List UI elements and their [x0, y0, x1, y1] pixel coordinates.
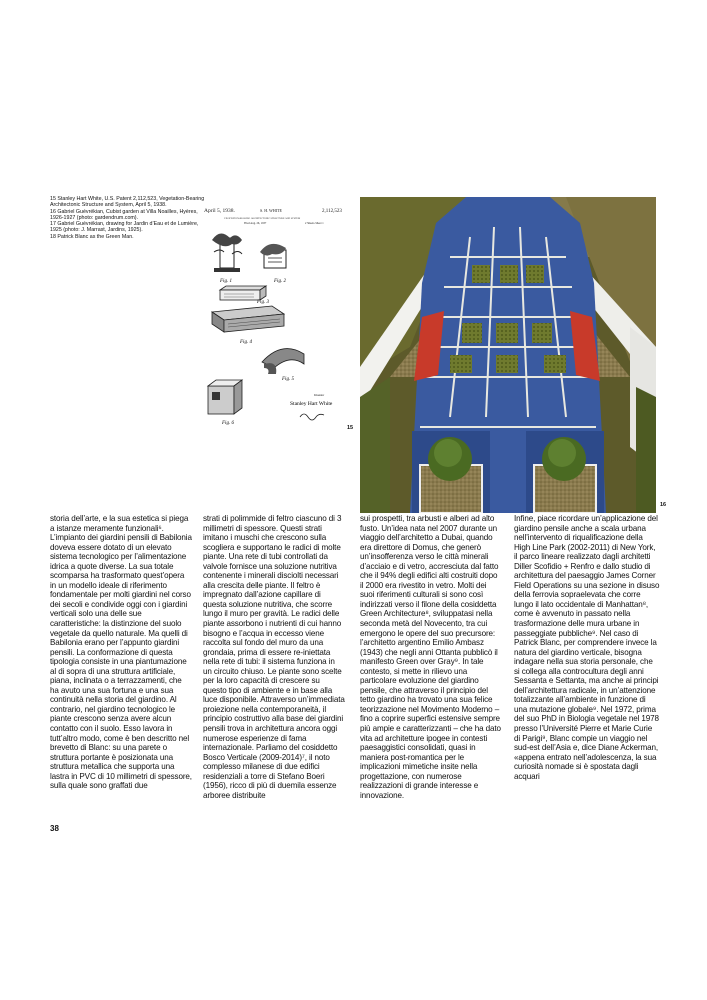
text-column-3 — [360, 514, 502, 800]
patent-signature-scribble — [300, 414, 324, 420]
patent-inventor-small: S. H. WHITE — [260, 208, 282, 213]
patent-fig6-label: Fig. 6 — [222, 421, 234, 426]
column-1-text: storia dell’arte, e la sua estetica si piega a istanze meramente funzionali⁶. L’impianto dei giardini pensili di Babilonia doveva essere dotato di un elevato sistema tecnologico per l’alimentazione idrica a quote diverse. La sua totale scomparsa ha trasformato quest’opera in un modello ideale di riferimento fondamentale per molti giardini nel corso dei secoli e condivide oggi con i giardini verticali solo una delle sue caratteristiche: la distinzione del suolo vegetale da quello naturale. Ma quelli di Babilonia erano per l’appunto giardini pensili. La conformazione di questa tipologia consiste in una piantumazione al di sopra di una struttura artificiale, piana, inclinata o a terrazzamenti, che ha avuto una sua fortuna e una sua continuità nella storia del giardino. Al contrario, nel giardino tecnologico le piante crescono senza avere alcun contatto con il suolo. Esso lavora in tutt’altro modo, come è ben descritto nel brevetto di Blanc: su una parete o struttura portante è posizionata una struttura metallica che supporta una lastra in PVC di 10 millimetri di spessore, sulla quale sono graffati due — [50, 514, 192, 791]
column-3-text: sui prospetti, tra arbusti e alberi ad alto fusto. Un’idea nata nel 2007 durante un viaggio dell’architetto a Dubai, quando era direttore di Domus, che generò un’insofferenza verso le città minerali d’acciaio e di vetro, accresciuta dal fatto che il 94% degli edifici alti costruiti dopo il 2000 era rivestito in vetro. Molti dei suoi riferimenti culturali si sono così indirizzati verso il filone della cosiddetta Green Architecture⁸, sviluppatasi nella seconda metà del Novecento, tra cui emergono le opere del suo precursore: l’architetto argentino Emilio Ambasz (1943) che negli anni Ottanta pubblicò il manifesto Green over Gray⁹. In tale contesto, si mette in rilievo una particolare evoluzione del giardino pensile, che attraverso il principio del tetto giardino ha trovato una sua felice teorizzazione nel Movimento Moderno – fino a coprire superfici estensive sempre più ampie e caratterizzanti – che ha dato vita ad architetture ipogee in contesti paesaggistici consolidati, quasi in maniera post-romantica per le implicazioni mimetiche insite nella progettazione, con numerose realizzazioni di grande interesse e innovazione. — [360, 514, 501, 800]
patent-fig4-drawing — [212, 306, 284, 332]
patent-drawing — [202, 202, 352, 430]
column-2-text: strati di polimmide di feltro ciascuno di 3 millimetri di spessore. Questi strati imitano i muschi che crescono sulla scogliera e supportano le radici di molte piante. Una rete di tubi controllati da valvole fornisce una soluzione nutritiva contenente i minerali disciolti necessari alla crescita delle piante. Il feltro è impregnato dall’azione capillare di questa soluzione nutritiva, che scorre lungo il muro per gravità. Le radici delle piante assorbono i nutrienti di cui hanno bisogno e l’acqua in eccesso viene raccolta sul fondo del muro da una grondaia, prima di essere re-iniettata nella rete di tubi: il sistema funziona in un circuito chiuso. Le piante sono scelte per la loro capacità di crescere su questo tipo di ambiente e in base alla luce disponibile. Attraverso un’immediata proiezione nella contemporaneità, il principio costruttivo alla base dei giardini pensili trova in architettura ancora oggi numerose esperienze di fama internazionale. Parliamo del cosiddetto Bosco Verticale (2009-2014)⁷, il noto complesso milanese di due edifici residenziali a torre di Stefano Boeri (1956), ricco di più di duemila essenze arboree distribuite — [203, 514, 345, 800]
patent-title: VEGETATION-BEARING ARCHITECTONIC STRUCTURE AND SYSTEM — [224, 217, 301, 220]
figure-16-label: 16 — [660, 502, 667, 508]
caption-15: 15 Stanley Hart White, U.S. Patent 2,112,523, Vegetation-Bearing Architectonic Structure and System, April 5, 1938. — [50, 196, 205, 209]
text-column-2 — [203, 514, 345, 800]
text-column-1 — [50, 514, 192, 791]
caption-17: 17 Gabriel Guévrékian, drawing for Jardin d’Eau et de Lumière, 1925 (photo: J. Marrast, Jardins, 1925). — [50, 221, 199, 234]
figure-captions — [50, 196, 210, 240]
patent-fig3-label: Fig. 3 — [257, 300, 269, 305]
column-4-text: Infine, piace ricordare un’applicazione del giardino pensile anche a scala urbana nell’intervento di riqualificazione della High Line Park (2002-2011) di New York, il parco lineare realizzato dagli architetti Diller Scofidio + Renfro e dallo studio di architettura del paesaggio James Corner Field Operations su una sezione in disuso della ferrovia sopraelevata che corre lungo il lato occidentale di Manhattan⁸, come è avvenuto in passato nella trasformazione delle mura urbane in passeggiate pubbliche⁹. Nel caso di Patrick Blanc, per comprendere invece la natura del giardino verticale, bisogna indagare nella sua storia personale, che si collega alla controcultura degli anni Sessanta e Settanta, ma anche ai principi dell’architettura radicale, in un’attenzione totalizzante all’ambiente in funzione di una mutazione globale⁹. Nel 1972, prima del suo PhD in Biologia vegetale nel 1978 presso l’Université Pierre et Marie Curie di Parigi⁹, Blanc compie un viaggio nel sud-est dell’Asia e, dice Diane Ackerman, «appena entrato nell’adolescenza, la sua curiosità nomade si è spostata dagli acquari — [514, 514, 660, 781]
patent-inventor-label: Inventor — [314, 393, 325, 397]
garden-photo — [360, 197, 656, 513]
patent-fig6-drawing — [208, 380, 242, 414]
patent-fig5-drawing — [262, 349, 304, 374]
patent-fig5-label: Fig. 5 — [282, 377, 294, 382]
patent-fig1-label: Fig. 1 — [220, 279, 232, 284]
patent-inventor-name: Stanley Hart White — [290, 401, 333, 407]
patent-fig4-label: Fig. 4 — [240, 340, 252, 345]
caption-16: 16 Gabriel Guévrékian, Cubist garden at Villa Noailles, Hyères, 1926-1927 (photo: gardendrum.com). — [50, 208, 198, 221]
patent-fig1-drawing — [212, 233, 242, 272]
figure-15-label: 15 — [347, 425, 354, 431]
patent-fig3-drawing — [220, 286, 266, 300]
caption-18: 18 Patrick Blanc as the Green Man. — [50, 233, 134, 240]
page-number: 38 — [50, 824, 59, 833]
text-column-4 — [514, 514, 660, 781]
patent-fig2-label: Fig. 2 — [274, 279, 286, 284]
patent-filed: Filed Aug. 26, 1937 — [244, 222, 267, 225]
patent-sheets: 2 Sheets-Sheet 1 — [305, 222, 324, 225]
patent-fig2-drawing — [260, 244, 286, 268]
patent-number: 2,112,523 — [322, 209, 342, 214]
patent-date: April 5, 1938. — [204, 208, 235, 214]
